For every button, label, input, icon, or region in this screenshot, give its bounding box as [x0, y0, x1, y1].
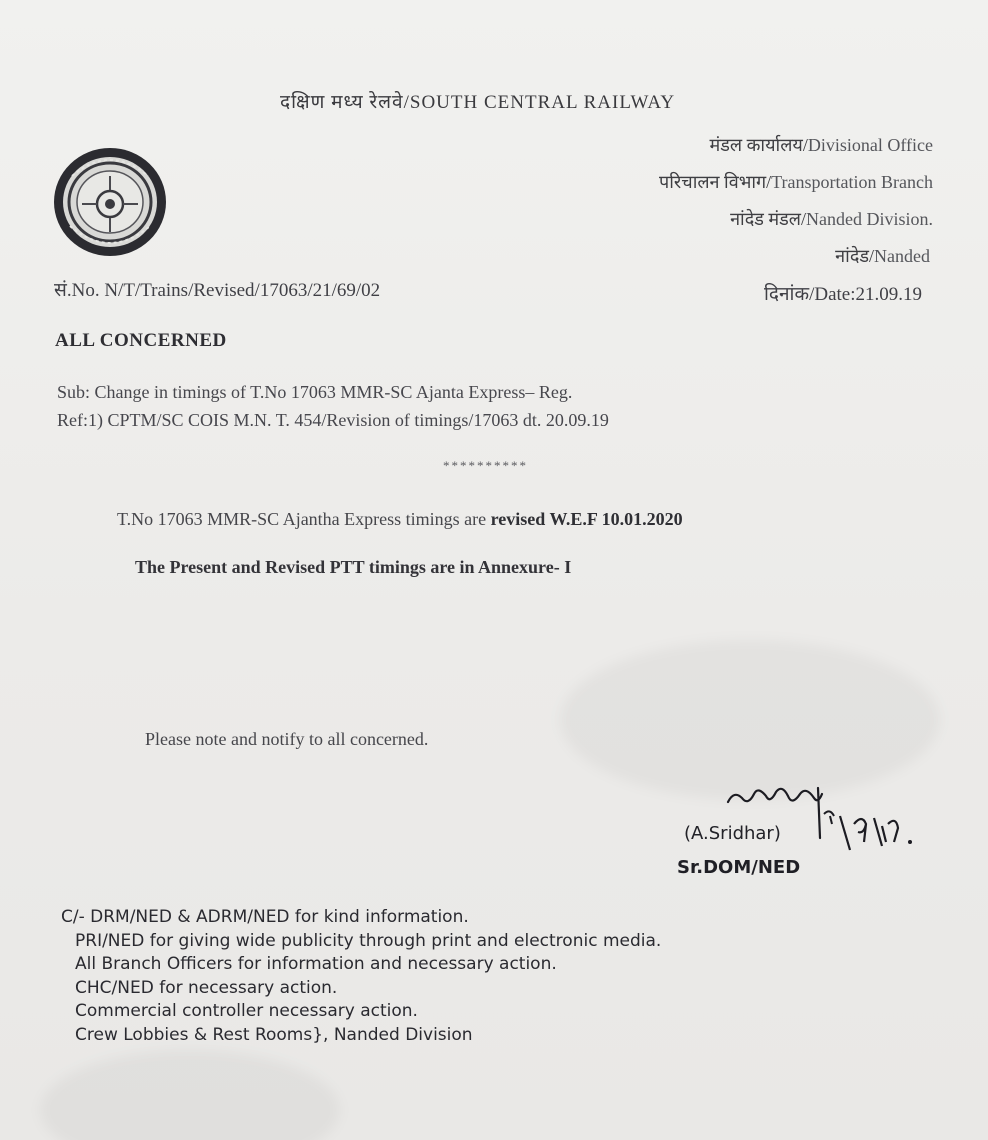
railway-seal-icon: [52, 146, 168, 263]
copy-to-item: Commercial controller necessary action.: [75, 1001, 418, 1021]
separator: **********: [443, 458, 528, 473]
copy-to-item: CHC/NED for necessary action.: [75, 977, 338, 998]
branch-hindi: परिचालन विभाग/: [659, 172, 772, 192]
copy-to-item: All Branch Officers for information and necessary action.: [75, 954, 557, 974]
copy-to-item: Crew Lobbies & Rest Rooms}, Nanded Division: [75, 1024, 473, 1045]
branch-english: Transportation Branch: [771, 172, 933, 192]
note-line: Please note and notify to all concerned.: [145, 729, 429, 749]
branch-line: [659, 170, 933, 194]
reference-line: Ref:1) CPTM/SC COIS M.N. T. 454/Revision of timings/17063 dt. 20.09.19: [57, 410, 609, 430]
copy-to-item: C/- DRM/NED & ADRM/NED for kind information.: [61, 907, 469, 927]
office-english: Divisional Office: [807, 135, 933, 155]
reference-number: सं.No. N/T/Trains/Revised/17063/21/69/02: [54, 280, 381, 301]
copy-to-list: [61, 906, 661, 1047]
body-line-2: The Present and Revised PTT timings are in Annexure- I: [135, 557, 572, 577]
city-english: Nanded: [874, 246, 930, 266]
subject-line: Sub: Change in timings of T.No 17063 MMR-SC Ajanta Express– Reg.: [57, 382, 573, 402]
body-line-1-text: T.No 17063 MMR-SC Ajantha Express timings are: [117, 509, 491, 529]
signatory-name: (A.Sridhar): [684, 823, 781, 844]
division-english: Nanded Division.: [806, 209, 933, 229]
addressee: ALL CONCERNED: [55, 330, 227, 351]
railway-name: दक्षिण मध्य रेलवे/SOUTH CENTRAL RAILWAY: [280, 92, 676, 113]
letter-date: दिनांक/Date:21.09.19: [764, 284, 922, 305]
city-line: [835, 244, 930, 268]
division-line: [730, 207, 933, 231]
signatory-designation: Sr.DOM/NED: [677, 857, 801, 878]
city-hindi: नांदेड/: [835, 246, 875, 266]
office-hindi: मंडल कार्यालय/: [709, 135, 808, 155]
body-line-1-bold: revised W.E.F 10.01.2020: [490, 509, 683, 529]
division-hindi: नांदेड मंडल/: [730, 209, 807, 229]
copy-to-item: PRI/NED for giving wide publicity through print and electronic media.: [75, 930, 662, 951]
body-line-1: [117, 509, 683, 530]
office-line: [710, 133, 933, 157]
